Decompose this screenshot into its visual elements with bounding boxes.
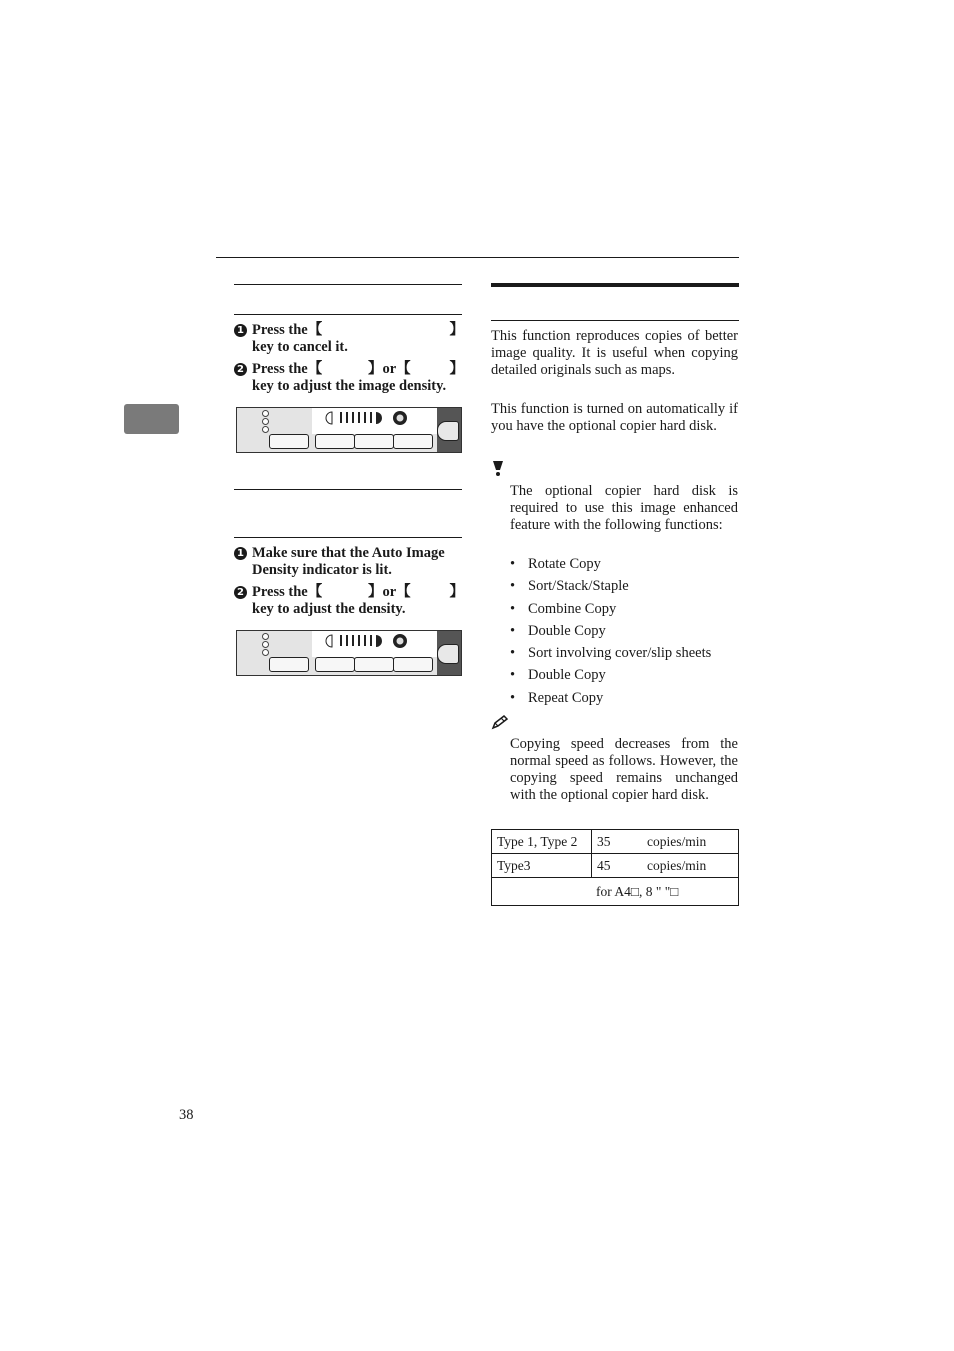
- step-text-end: key to adjust the density.: [252, 601, 406, 617]
- lighter-button[interactable]: [315, 434, 355, 449]
- step-text-end: key to cancel it.: [252, 339, 348, 355]
- density-scale-icon: [312, 408, 438, 434]
- indicator-led: [262, 633, 269, 640]
- bracket-or: 】or【: [368, 361, 411, 377]
- left-section1-rule: [234, 314, 462, 315]
- important-icon: [491, 460, 505, 482]
- step-text-start: Press the【: [252, 361, 323, 377]
- section1-step-1: [234, 322, 464, 356]
- step-number: 1: [234, 547, 247, 560]
- density-window: [312, 631, 438, 657]
- section2-step-2: [234, 584, 464, 618]
- chapter-tab: [124, 404, 179, 434]
- table-footnote: for A4□, 8 " "□: [492, 878, 739, 906]
- indicator-led: [262, 418, 269, 425]
- list-item: • Sort/Stack/Staple: [510, 578, 629, 595]
- left-section2-rule: [234, 537, 462, 538]
- pencil-note-icon: [491, 715, 509, 736]
- header-rule: [216, 257, 739, 258]
- section2-step-1: [234, 545, 464, 579]
- list-item: • Double Copy: [510, 667, 606, 684]
- indicator-led: [262, 641, 269, 648]
- right-section-rule: [491, 320, 739, 321]
- auto-density-button[interactable]: [269, 434, 309, 449]
- density-panel-illustration: [236, 630, 462, 676]
- indicator-led: [262, 426, 269, 433]
- left-section2-top-rule: [234, 489, 462, 490]
- density-window: [312, 408, 438, 434]
- auto-density-button[interactable]: [269, 657, 309, 672]
- step-number: 2: [234, 586, 247, 599]
- list-item: • Combine Copy: [510, 600, 617, 617]
- table-cell-speed: 35 copies/min: [592, 830, 739, 854]
- table-cell-type: Type 1, Type 2: [492, 830, 592, 854]
- step-number: 2: [234, 363, 247, 376]
- step-number: 1: [234, 324, 247, 337]
- list-item: • Rotate Copy: [510, 556, 601, 572]
- step-text-end: key to adjust the image density.: [252, 378, 447, 394]
- density-panel-illustration: [236, 407, 462, 453]
- list-item: • Sort involving cover/slip sheets: [510, 645, 712, 662]
- lighter-button[interactable]: [315, 657, 355, 672]
- table-row: [492, 854, 739, 878]
- speed-table: [491, 829, 739, 906]
- step-text-start: Make sure that the Auto Image: [252, 545, 445, 561]
- darker-button[interactable]: [354, 434, 394, 449]
- list-item: • Double Copy: [510, 622, 606, 639]
- table-cell-speed: 45 copies/min: [592, 854, 739, 878]
- important-text: The optional copier hard disk is required to use this image enhanced feature with the following functions:: [510, 483, 738, 533]
- step-text-start: Press the【: [252, 584, 323, 600]
- bracket-close: 】: [449, 361, 464, 377]
- bracket-close: 】: [449, 584, 464, 600]
- step-text-start: Press the【: [252, 322, 323, 338]
- bracket-or: 】or【: [368, 584, 411, 600]
- darker-button[interactable]: [354, 657, 394, 672]
- density-scale-icon: [312, 631, 438, 657]
- left-section1-top-rule: [234, 284, 462, 285]
- intro-paragraph: This function reproduces copies of better image quality. It is useful when copying detailed originals such as maps.: [491, 328, 738, 378]
- section1-step-2: [234, 361, 464, 395]
- image-density-button[interactable]: [393, 657, 433, 672]
- back-arrow-icon: [437, 644, 459, 664]
- note-text: Copying speed decreases from the normal speed as follows. However, the copying speed remains unchanged with the optional copier hard disk.: [510, 736, 738, 803]
- back-arrow-icon: [437, 421, 459, 441]
- image-density-button[interactable]: [393, 434, 433, 449]
- function-list: [510, 553, 711, 709]
- list-item: • Repeat Copy: [510, 689, 604, 706]
- section-heading-bar: [491, 283, 739, 287]
- table-row: [492, 878, 739, 906]
- indicator-led: [262, 410, 269, 417]
- table-cell-type: Type3: [492, 854, 592, 878]
- page-number: 38: [179, 1107, 194, 1123]
- indicator-led: [262, 649, 269, 656]
- bracket-close: 】: [449, 322, 464, 338]
- step-text-end: Density indicator is lit.: [252, 562, 392, 578]
- auto-note-paragraph: This function is turned on automatically if you have the optional copier hard disk.: [491, 401, 738, 434]
- table-row: [492, 830, 739, 854]
